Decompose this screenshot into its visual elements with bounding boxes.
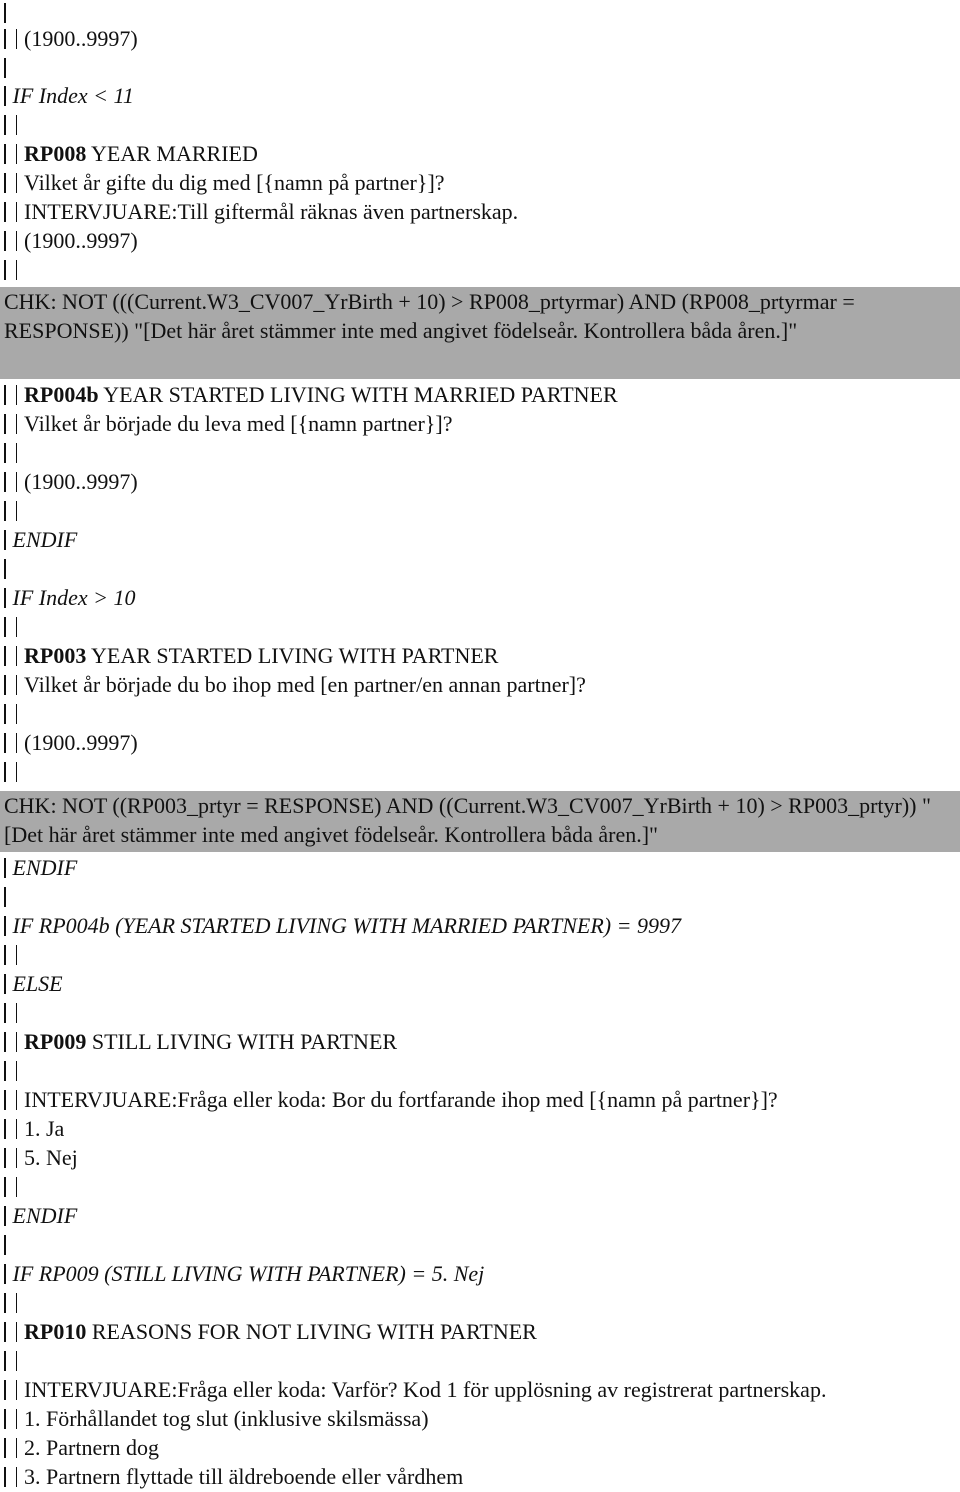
document-line <box>4 168 956 197</box>
line-text: INTERVJUARE:Fråga eller koda: Bor du fortfarande ihop med [{namn på partner}]? <box>24 1087 778 1112</box>
check-condition-block: CHK: NOT ((RP003_prtyr = RESPONSE) AND ((Current.W3_CV007_YrBirth + 10) > RP003_prtyr)) "[Det här året stämmer inte med angivet födelseår. Kontrollera båda åren.]" <box>0 791 960 852</box>
document-line <box>4 467 956 496</box>
document-line <box>4 525 956 554</box>
indent-bar <box>16 945 18 965</box>
line-text: INTERVJUARE:Fråga eller koda: Varför? Kod 1 för upplösning av registrerat partnerskap. <box>24 1377 827 1402</box>
line-text: 2. Partnern dog <box>24 1435 160 1460</box>
indent-bar <box>4 945 6 965</box>
indent-bar <box>4 1293 6 1313</box>
document-line <box>4 496 956 525</box>
document-line <box>4 998 956 1027</box>
document-line <box>4 0 956 27</box>
indent-bar <box>4 501 6 521</box>
document-line <box>4 255 956 284</box>
line-text: (1900..9997) <box>24 730 138 755</box>
line-text: IF Index > 10 <box>12 585 136 610</box>
indent-bar <box>4 1090 6 1110</box>
question-heading <box>4 641 956 670</box>
indent-bar <box>4 1003 6 1023</box>
indent-bar <box>4 858 6 878</box>
indent-bar <box>4 86 6 106</box>
indent-bar <box>4 733 6 753</box>
indent-bar <box>4 260 6 280</box>
document-line <box>4 757 956 786</box>
line-text: ELSE <box>12 971 63 996</box>
document-line <box>4 554 956 583</box>
line-text: IF Index < 11 <box>12 83 134 108</box>
indent-bar <box>4 1351 6 1371</box>
indent-bar <box>4 1438 6 1458</box>
indent-bar <box>4 1119 6 1139</box>
indent-bar <box>16 144 18 164</box>
line-text: ENDIF <box>12 1203 78 1228</box>
question-heading <box>4 1027 956 1056</box>
document-line <box>4 1288 956 1317</box>
indent-bar <box>4 1409 6 1429</box>
line-text: Vilket år gifte du dig med [{namn på partner}]? <box>24 170 445 195</box>
document-line <box>4 1056 956 1085</box>
question-code: RP008 <box>24 141 87 166</box>
indent-bar <box>16 443 18 463</box>
line-text: STILL LIVING WITH PARTNER <box>86 1029 398 1054</box>
document-line <box>4 583 956 612</box>
document-line <box>4 1433 956 1462</box>
indent-bar <box>4 115 6 135</box>
check-condition-block: CHK: NOT (((Current.W3_CV007_YrBirth + 10) > RP008_prtyrmar) AND (RP008_prtyrmar = RESPONSE)) "[Det här året stämmer inte med angivet födelseår. Kontrollera båda åren.]" <box>0 287 960 379</box>
indent-bar <box>4 1380 6 1400</box>
document-line <box>4 81 956 110</box>
document-line <box>4 1201 956 1230</box>
indent-bar <box>16 762 18 782</box>
indent-bar <box>16 414 18 434</box>
document-line <box>4 110 956 139</box>
document-line <box>4 670 956 699</box>
indent-bar <box>4 617 6 637</box>
document-line <box>4 969 956 998</box>
line-text: ENDIF <box>12 855 78 880</box>
document-line <box>4 53 956 82</box>
indent-bar <box>16 29 18 49</box>
indent-bar <box>4 762 6 782</box>
indent-bar <box>16 1351 18 1371</box>
document-line <box>4 1143 956 1172</box>
question-code: RP003 <box>24 643 87 668</box>
question-heading <box>4 380 956 409</box>
line-text: Vilket år började du leva med [{namn partner}]? <box>24 411 453 436</box>
indent-bar <box>4 1177 6 1197</box>
line-text: YEAR STARTED LIVING WITH PARTNER <box>86 643 499 668</box>
line-text: IF RP004b (YEAR STARTED LIVING WITH MARRIED PARTNER) = 9997 <box>12 913 681 938</box>
indent-bar <box>16 1177 18 1197</box>
line-text: (1900..9997) <box>24 469 138 494</box>
indent-bar <box>16 231 18 251</box>
document-line <box>4 1462 956 1491</box>
indent-bar <box>16 260 18 280</box>
indent-bar <box>16 1438 18 1458</box>
indent-bar <box>4 3 6 23</box>
indent-bar <box>4 1264 6 1284</box>
line-text: 3. Partnern flyttade till äldreboende eller vårdhem <box>24 1464 464 1489</box>
indent-bar <box>16 1380 18 1400</box>
line-text: ENDIF <box>12 527 78 552</box>
line-text: REASONS FOR NOT LIVING WITH PARTNER <box>86 1319 537 1344</box>
indent-bar <box>16 704 18 724</box>
indent-bar <box>4 29 6 49</box>
indent-bar <box>4 704 6 724</box>
line-text: 1. Förhållandet tog slut (inklusive skilsmässa) <box>24 1406 429 1431</box>
indent-bar <box>4 472 6 492</box>
document-line <box>4 612 956 641</box>
indent-bar <box>16 1032 18 1052</box>
line-text: (1900..9997) <box>24 228 138 253</box>
question-code: RP004b <box>24 382 99 407</box>
indent-bar <box>4 1148 6 1168</box>
line-text: 5. Nej <box>24 1145 78 1170</box>
indent-bar <box>4 1322 6 1342</box>
document-line <box>4 728 956 757</box>
indent-bar <box>16 202 18 222</box>
indent-bar <box>16 385 18 405</box>
document-line <box>4 940 956 969</box>
document-line <box>4 438 956 467</box>
indent-bar <box>16 1467 18 1487</box>
indent-bar <box>4 1467 6 1487</box>
document-line <box>4 197 956 226</box>
line-text: Vilket år började du bo ihop med [en partner/en annan partner]? <box>24 672 586 697</box>
line-text: 1. Ja <box>24 1116 65 1141</box>
document-line <box>4 1375 956 1404</box>
indent-bar <box>4 231 6 251</box>
document-line <box>4 1346 956 1375</box>
indent-bar <box>4 588 6 608</box>
indent-bar <box>16 1409 18 1429</box>
indent-bar <box>4 1032 6 1052</box>
document-line <box>4 409 956 438</box>
line-text: YEAR MARRIED <box>86 141 258 166</box>
indent-bar <box>4 1061 6 1081</box>
indent-bar <box>16 472 18 492</box>
document-line <box>4 853 956 882</box>
indent-bar <box>4 414 6 434</box>
indent-bar <box>16 1119 18 1139</box>
indent-bar <box>16 173 18 193</box>
document-line <box>4 1230 956 1259</box>
indent-bar <box>16 1322 18 1342</box>
indent-bar <box>4 202 6 222</box>
indent-bar <box>16 646 18 666</box>
line-text: INTERVJUARE:Till giftermål räknas även partnerskap. <box>24 199 519 224</box>
indent-bar <box>4 443 6 463</box>
indent-bar <box>4 916 6 936</box>
indent-bar <box>4 646 6 666</box>
document-line <box>4 911 956 940</box>
indent-bar <box>16 501 18 521</box>
indent-bar <box>4 385 6 405</box>
indent-bar <box>4 144 6 164</box>
line-text: IF RP009 (STILL LIVING WITH PARTNER) = 5. Nej <box>12 1261 485 1286</box>
document-line <box>4 1404 956 1433</box>
document-line <box>4 1085 956 1114</box>
indent-bar <box>16 733 18 753</box>
indent-bar <box>16 1061 18 1081</box>
document-line <box>4 699 956 728</box>
document-line <box>4 1114 956 1143</box>
indent-bar <box>4 1206 6 1226</box>
indent-bar <box>16 1293 18 1313</box>
indent-bar <box>16 1090 18 1110</box>
document-line <box>4 882 956 911</box>
question-heading <box>4 1317 956 1346</box>
document-line <box>4 226 956 255</box>
indent-bar <box>16 115 18 135</box>
line-text: (1900..9997) <box>24 26 138 51</box>
document-line <box>4 24 956 53</box>
indent-bar <box>16 1003 18 1023</box>
document-line <box>4 1259 956 1288</box>
indent-bar <box>4 559 6 579</box>
indent-bar <box>16 617 18 637</box>
indent-bar <box>4 173 6 193</box>
question-heading <box>4 139 956 168</box>
question-code: RP009 <box>24 1029 87 1054</box>
document-line <box>4 1172 956 1201</box>
line-text: YEAR STARTED LIVING WITH MARRIED PARTNER <box>98 382 618 407</box>
indent-bar <box>4 887 6 907</box>
indent-bar <box>16 1148 18 1168</box>
indent-bar <box>16 675 18 695</box>
indent-bar <box>4 1235 6 1255</box>
indent-bar <box>4 675 6 695</box>
indent-bar <box>4 530 6 550</box>
indent-bar <box>4 974 6 994</box>
indent-bar <box>4 58 6 78</box>
question-code: RP010 <box>24 1319 87 1344</box>
